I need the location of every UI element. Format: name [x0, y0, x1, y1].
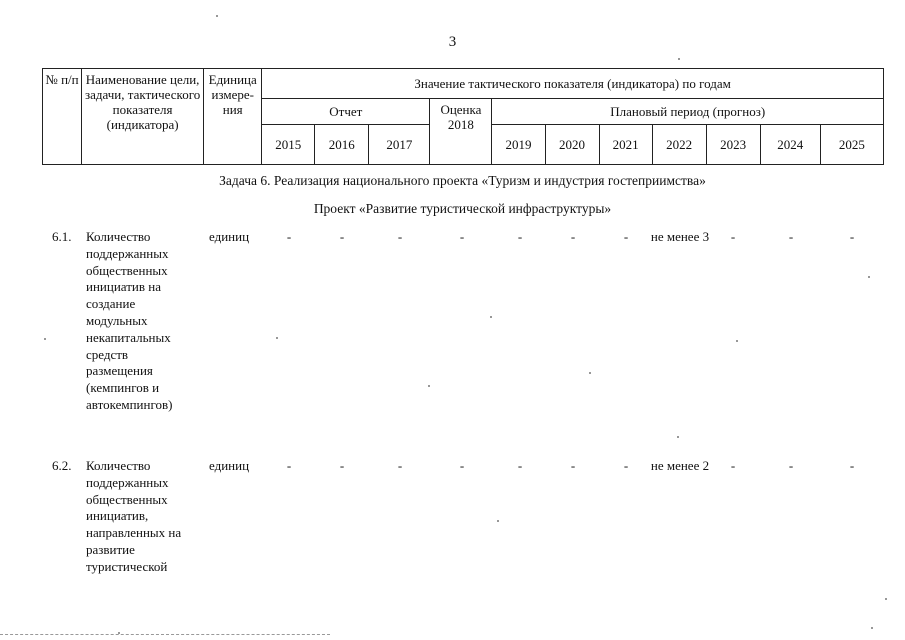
project-title: Проект «Развитие туристической инфраструктуры»: [313, 201, 612, 216]
value-2021: -: [623, 458, 629, 473]
value-2025: -: [849, 458, 855, 473]
value-2018: -: [459, 458, 465, 473]
header-year-cell: 2020: [545, 125, 599, 165]
header-number: № п/п: [43, 69, 82, 165]
value-2024: -: [788, 229, 794, 244]
scan-speck: [216, 15, 218, 17]
value-2015: -: [286, 229, 292, 244]
row-indicator-name: Количество поддержанных общественных инициатив на создание модульных некапитальных средств размещения (кемпингов и автокемпингов): [86, 229, 173, 412]
value-2018: -: [459, 229, 465, 244]
row-indicator-name: Количество поддержанных общественных инициатив, направленных на развитие туристической: [86, 458, 182, 574]
header-report: Отчет: [262, 99, 430, 125]
scan-speck: [497, 520, 499, 522]
value-2017: -: [397, 458, 403, 473]
scan-speck: [276, 337, 278, 339]
scan-edge-line: [0, 634, 330, 635]
header-year-cell: 2023: [706, 125, 760, 165]
value-2016: -: [339, 458, 345, 473]
row-unit: единиц: [209, 229, 250, 244]
scan-speck: [678, 58, 680, 60]
value-2024: -: [788, 458, 794, 473]
scan-speck: [868, 276, 870, 278]
value-2023: -: [730, 458, 736, 473]
value-2019: -: [517, 229, 523, 244]
scan-speck: [428, 385, 430, 387]
row-number: 6.1.: [52, 229, 72, 244]
scan-speck: [589, 372, 591, 374]
value-2016: -: [339, 229, 345, 244]
value-2025: -: [849, 229, 855, 244]
header-estimate-2018: Оценка 2018: [430, 99, 492, 165]
value-2017: -: [397, 229, 403, 244]
scan-speck: [736, 340, 738, 342]
value-2019: -: [517, 458, 523, 473]
header-unit: Единица измере-ния: [204, 69, 262, 165]
scan-speck: [871, 627, 873, 629]
header-year-cell: 2019: [492, 125, 545, 165]
header-plan-period: Плановый период (прогноз): [492, 99, 884, 125]
value-2020: -: [570, 458, 576, 473]
task-title: Задача 6. Реализация национального проекта «Туризм и индустрия гостеприимства»: [219, 173, 706, 188]
page-number: 3: [448, 34, 457, 50]
header-indicator-name: Наименование цели, задачи, тактического показателя (индикатора): [82, 69, 204, 165]
indicator-table-header: [42, 68, 884, 165]
value-2023: -: [730, 229, 736, 244]
scan-speck: [885, 598, 887, 600]
header-year-cell: 2017: [369, 125, 430, 165]
value-2021: -: [623, 229, 629, 244]
value-2022: не менее 2: [650, 458, 710, 473]
header-year-cell: 2025: [820, 125, 883, 165]
header-year-cell: 2021: [599, 125, 652, 165]
header-year-cell: 2015: [262, 125, 315, 165]
header-year-cell: 2022: [652, 125, 706, 165]
scan-speck: [44, 338, 46, 340]
header-values-by-year: Значение тактического показателя (индикатора) по годам: [262, 69, 884, 99]
value-2015: -: [286, 458, 292, 473]
row-unit: единиц: [209, 458, 250, 473]
header-year-cell: 2016: [315, 125, 369, 165]
value-2020: -: [570, 229, 576, 244]
header-year-cell: 2024: [760, 125, 820, 165]
row-number: 6.2.: [52, 458, 72, 473]
scan-speck: [490, 316, 492, 318]
scan-speck: [677, 436, 679, 438]
value-2022: не менее 3: [650, 229, 710, 244]
